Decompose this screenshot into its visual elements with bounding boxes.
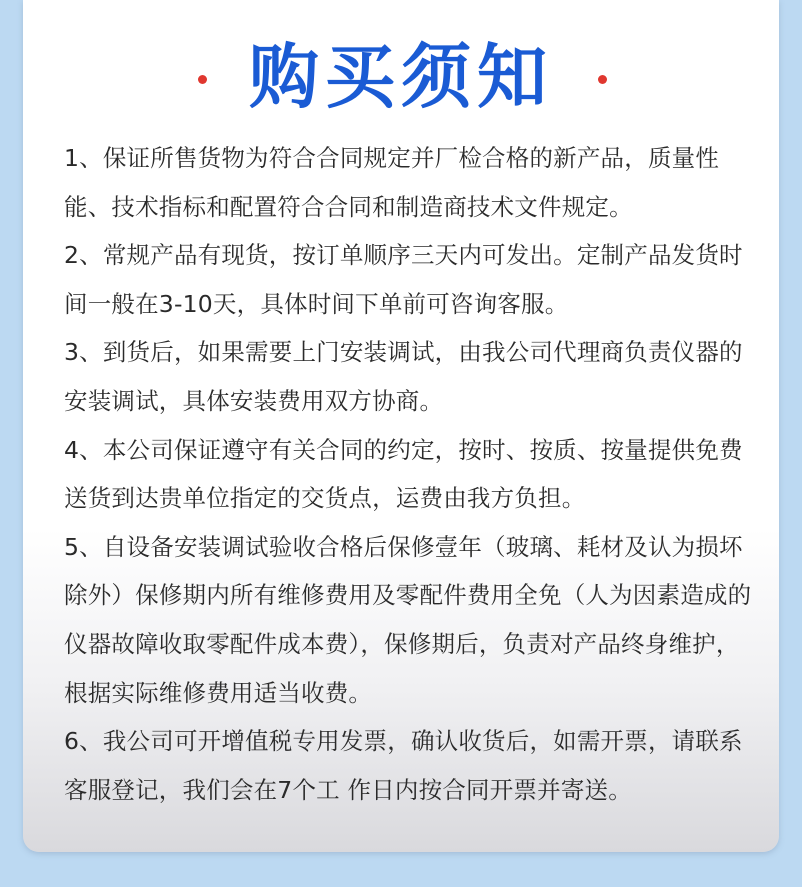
- notice-card: [23, 0, 779, 852]
- notice-item-2: 2、常规产品有现货，按订单顺序三天内可发出。定制产品发货时间一般在3-10天，具体时间下单前可咨询客服。: [64, 241, 743, 318]
- page-title: 购买须知: [249, 36, 553, 118]
- title-row: [23, 32, 779, 122]
- notice-list: [64, 134, 754, 814]
- notice-item-5: 5、自设备安装调试验收合格后保修壹年（玻璃、耗材及认为损坏除外）保修期内所有维修费用及零配件费用全免（人为因素造成的仪器故障收取零配件成本费），保修期后，负责对产品终身维护，根据实际维修费用适当收费。: [64, 532, 752, 707]
- notice-item-6: 6、我公司可开增值税专用发票，确认收货后，如需开票，请联系客服登记，我们会在7个工 作日内按合同开票并寄送。: [64, 727, 743, 804]
- notice-item-3: 3、到货后，如果需要上门安装调试，由我公司代理商负责仪器的安装调试，具体安装费用双方协商。: [64, 338, 743, 415]
- notice-item-1: 1、保证所售货物为符合合同规定并厂检合格的新产品，质量性能、技术指标和配置符合合同和制造商技术文件规定。: [64, 144, 720, 221]
- right-dot-icon: [598, 75, 607, 84]
- notice-item-4: 4、本公司保证遵守有关合同的约定，按时、按质、按量提供免费送货到达贵单位指定的交货点，运费由我方负担。: [64, 435, 743, 513]
